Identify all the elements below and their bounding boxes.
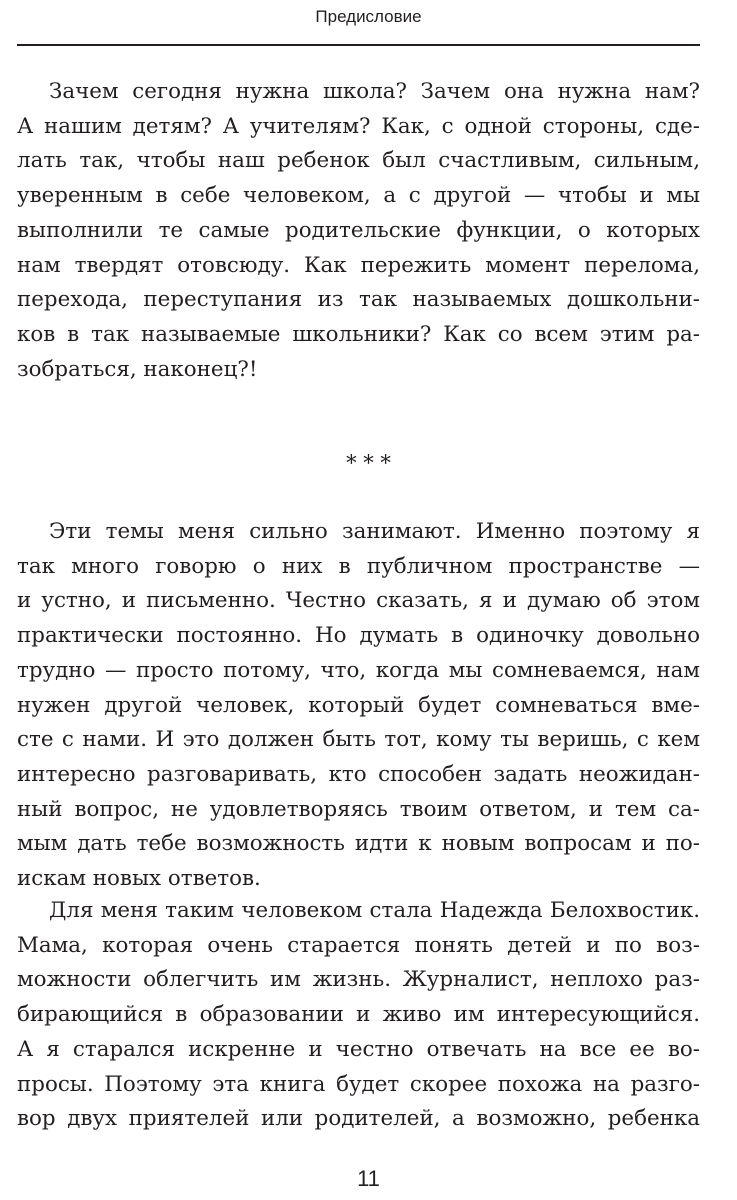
running-head-title: Предисловие (315, 7, 422, 26)
paragraph-line: нам твердят отовсюду. Как пережить момент перелома, (17, 252, 700, 278)
paragraph-line: можности облегчить им жизнь. Журналист, неплохо раз- (17, 967, 700, 993)
paragraph-line: зобраться, наконец?! (17, 356, 258, 382)
page-number: 11 (357, 1166, 380, 1191)
paragraph-line: просы. Поэтому эта книга будет скорее похожа на разго- (17, 1071, 700, 1097)
paragraph-3 (17, 894, 700, 1137)
paragraph-line: вор двух приятелей или родителей, а возможно, ребенка (17, 1106, 700, 1132)
paragraph-line: Зачем сегодня нужна школа? Зачем она нужна нам? (49, 79, 700, 104)
paragraph-line: практически постоянно. Но думать в одиночку довольно (17, 623, 700, 649)
header-rule (17, 44, 700, 46)
paragraph-line: Мама, которая очень старается понять детей и по воз- (17, 932, 700, 958)
paragraph-line: трудно — просто потому, что, когда мы сомневаемся, нам (17, 657, 700, 683)
paragraph-line: интересно разговаривать, кто способен задать неожидан- (17, 761, 700, 787)
paragraph-line: и устно, и письменно. Честно сказать, я и думаю об этом (17, 588, 700, 614)
paragraph-1 (17, 75, 700, 387)
paragraph-line: перехода, переступания из так называемых дошкольни- (17, 287, 700, 313)
section-break-asterisks: * * * (346, 451, 391, 475)
paragraph-line: Эти темы меня сильно занимают. Именно поэтому я (49, 519, 700, 544)
paragraph-line: мым дать тебе возможность идти к новым вопросам и по- (17, 831, 700, 857)
paragraph-2 (17, 515, 700, 897)
paragraph-line: лать так, чтобы наш ребенок был счастливым, сильным, (17, 148, 700, 174)
paragraph-line: так много говорю о них в публичном пространстве — (17, 553, 700, 579)
paragraph-line: нужен другой человек, который будет сомневаться вме- (17, 692, 700, 718)
paragraph-line: ный вопрос, не удовлетворяясь твоим ответом, и тем са- (17, 796, 700, 822)
paragraph-line: выполнили те самые родительские функции, о которых (17, 217, 700, 243)
paragraph-line: искам новых ответов. (17, 866, 261, 892)
paragraph-line: сте с нами. И это должен быть тот, кому ты веришь, с кем (17, 727, 700, 753)
paragraph-line: бирающийся в образовании и живо им интересующийся. (17, 1002, 700, 1028)
paragraph-line: А нашим детям? А учителям? Как, с одной стороны, сде- (17, 113, 700, 139)
paragraph-line: уверенным в себе человеком, а с другой — чтобы и мы (17, 183, 700, 209)
paragraph-line: ков в так называемые школьники? Как со всем этим ра- (17, 321, 700, 347)
paragraph-line: Для меня таким человеком стала Надежда Белохвостик. (49, 898, 700, 923)
paragraph-line: А я старался искренне и честно отвечать на все ее во- (17, 1036, 700, 1062)
